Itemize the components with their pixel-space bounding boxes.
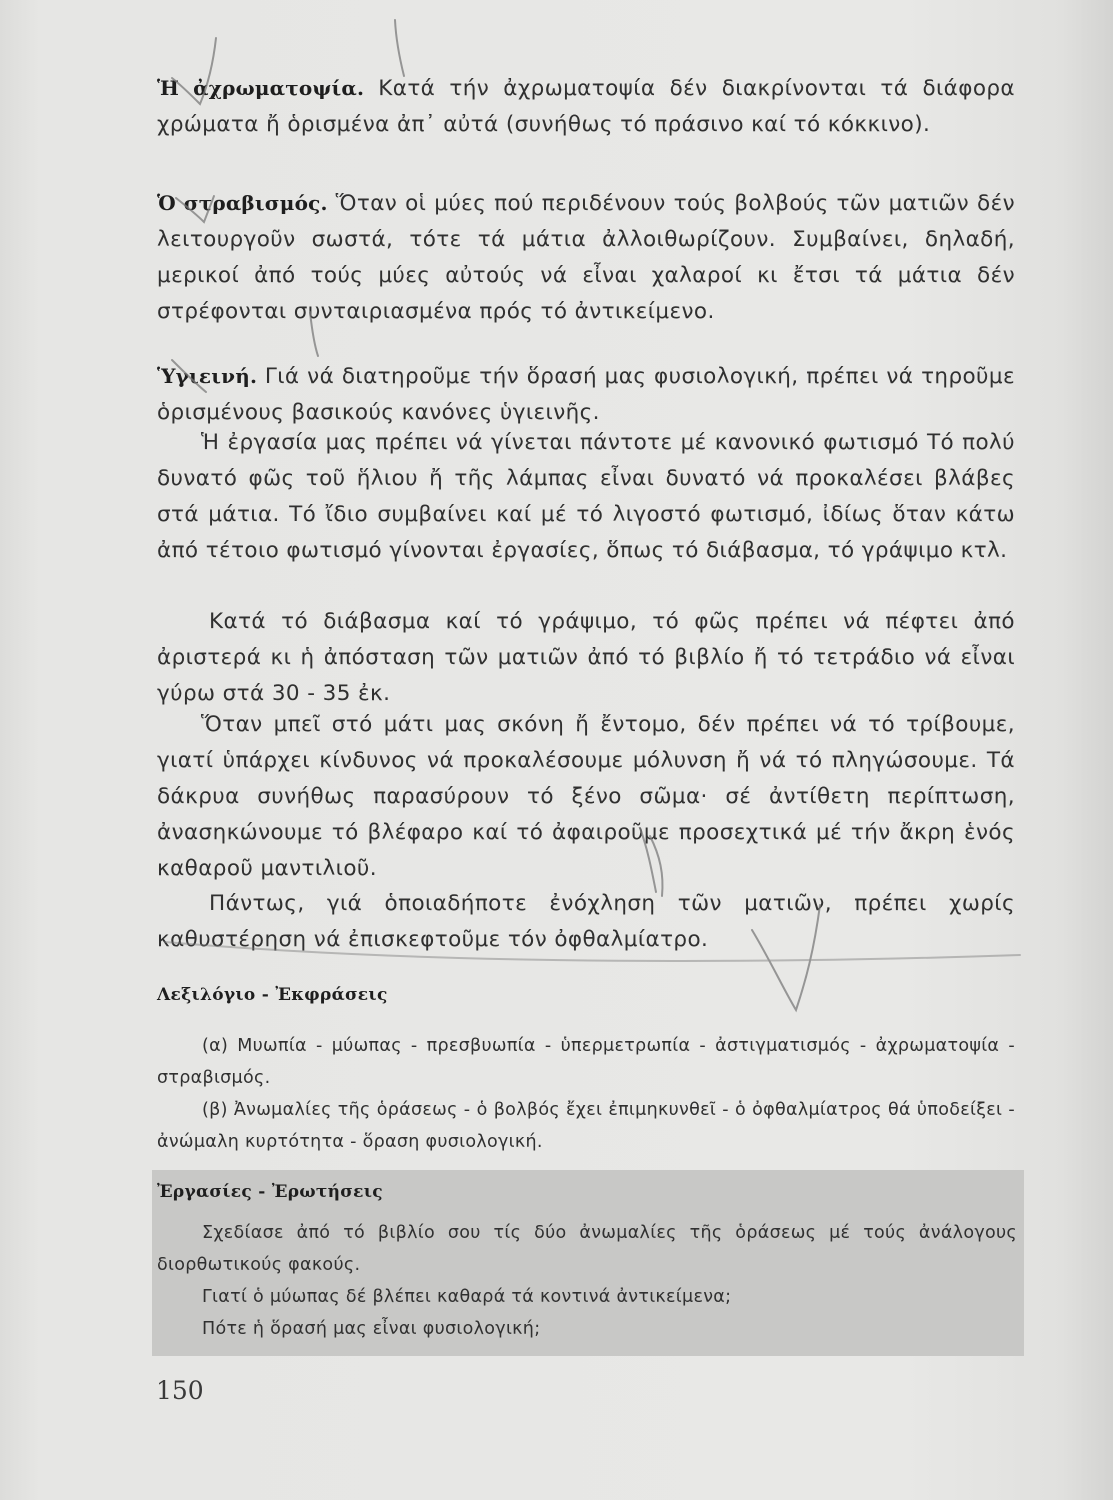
- vocabulary-heading: Λεξιλόγιο - Ἐκφράσεις: [157, 985, 388, 1005]
- text-strabismus: Ὅταν οἱ μύες πού περιδένουν τούς βολβούς τῶν ματιῶν δέν λειτουργοῦν σωστά, τότε τά μάτια ἀλλοιθωρίζουν. Συμβαίνει, δηλαδή, μερικοί ἀπό τούς μύες αὐτούς νά εἶναι χαλαροί κι ἔτσι τά μάτια δέν στρέφονται συνταιριασμένα πρός τό ἀντικείμενο.: [157, 191, 1015, 324]
- pencil-big-v: [752, 905, 820, 1010]
- paragraph-lighting: Ἡ ἐργασία μας πρέπει νά γίνεται πάντοτε μέ κανονικό φωτισμό Τό πολύ δυνατό φῶς τοῦ ἥλιου ἤ τῆς λάμπας εἶναι δυνατό νά προκαλέσει βλάβες στά μάτια. Τό ἴδιο συμβαίνει καί μέ τό λιγοστό φωτισμό, ἰδίως ὅταν κάτω ἀπό τέτοιο φωτισμό γίνονται ἐργασίες, ὅπως τό διάβασμα, τό γράψιμο κτλ.: [157, 430, 1015, 563]
- vocabulary-item-a: (α) Μυωπία - μύωπας - πρεσβυωπία - ὑπερμετρωπία - ἀστιγματισμός - ἀχρωματοψία - στραβισμός.: [157, 1036, 1015, 1088]
- pencil-check-1: [172, 38, 216, 104]
- paragraph-dust: Ὅταν μπεῖ στό μάτι μας σκόνη ἤ ἔντομο, δέν πρέπει νά τό τρίβουμε, γιατί ὑπάρχει κίνδυνος νά προκαλέσουμε μόλυνση ἤ νά τό πληγώσουμε. Τά δάκρυα συνήθως παρασύρουν τό ξένο σῶμα· σέ ἀντίθετη περίπτωση, ἀνασηκώνουμε τό βλέφαρο καί τό ἀφαιροῦμε προσεχτικά μέ τήν ἄκρη ἑνός καθαροῦ μαντιλιοῦ.: [157, 712, 1015, 881]
- pencil-check-2: [395, 20, 404, 76]
- exercises-heading: Ἐργασίες - Ἐρωτήσεις: [157, 1182, 383, 1202]
- pencil-long-line: [165, 942, 1020, 961]
- pencil-check-5: [172, 360, 206, 392]
- pencil-scribble: [640, 828, 663, 896]
- pencil-check-3: [176, 196, 214, 222]
- exercise-question-3: Πότε ἡ ὅρασή μας εἶναι φυσιολογική;: [202, 1319, 541, 1339]
- vocabulary-item-b: (β) Ἀνωμαλίες τῆς ὁράσεως - ὁ βολβός ἔχει ἐπιμηκυνθεῖ - ὁ ὀφθαλμίατρος θά ὑποδείξει - ἀνώμαλη κυρτότητα - ὅραση φυσιολογική.: [157, 1100, 1015, 1152]
- term-hygiene: Ὑγιεινή.: [157, 364, 258, 388]
- term-achromatopsia: Ἡ ἀχρωματοψία.: [157, 76, 365, 100]
- exercise-question-1: Σχεδίασε ἀπό τό βιβλίο σου τίς δύο ἀνωμαλίες τῆς ὁράσεως μέ τούς ἀνάλογους διορθωτικούς φακούς.: [157, 1223, 1017, 1275]
- pencil-check-4: [310, 312, 318, 356]
- exercise-question-2: Γιατί ὁ μύωπας δέ βλέπει καθαρά τά κοντινά ἀντικείμενα;: [202, 1287, 732, 1307]
- text-achromatopsia: Κατά τήν ἀχρωματοψία δέν διακρίνονται τά διάφορα χρώματα ἤ ὁρισμένα ἀπ᾽ αὐτά (συνήθως τό πράσινο καί τό κόκκινο).: [157, 76, 1015, 137]
- page-number: 150: [156, 1376, 204, 1405]
- text-hygiene: Γιά νά διατηροῦμε τήν ὅρασή μας φυσιολογική, πρέπει νά τηροῦμε ὁρισμένους βασικούς κανόνες ὑγιεινῆς.: [157, 364, 1015, 425]
- paragraph-doctor: Πάντως, γιά ὁποιαδήποτε ἐνόχληση τῶν ματιῶν, πρέπει χωρίς καθυστέρηση νά ἐπισκεφτοῦμε τόν ὀφθαλμίατρο.: [157, 891, 1015, 952]
- term-strabismus: Ὁ στραβισμός.: [157, 191, 328, 215]
- paragraph-reading: Κατά τό διάβασμα καί τό γράψιμο, τό φῶς πρέπει νά πέφτει ἀπό ἀριστερά κι ἡ ἀπόσταση τῶν ματιῶν ἀπό τό βιβλίο ἤ τό τετράδιο νά εἶναι γύρω στά 30 - 35 ἐκ.: [157, 609, 1015, 706]
